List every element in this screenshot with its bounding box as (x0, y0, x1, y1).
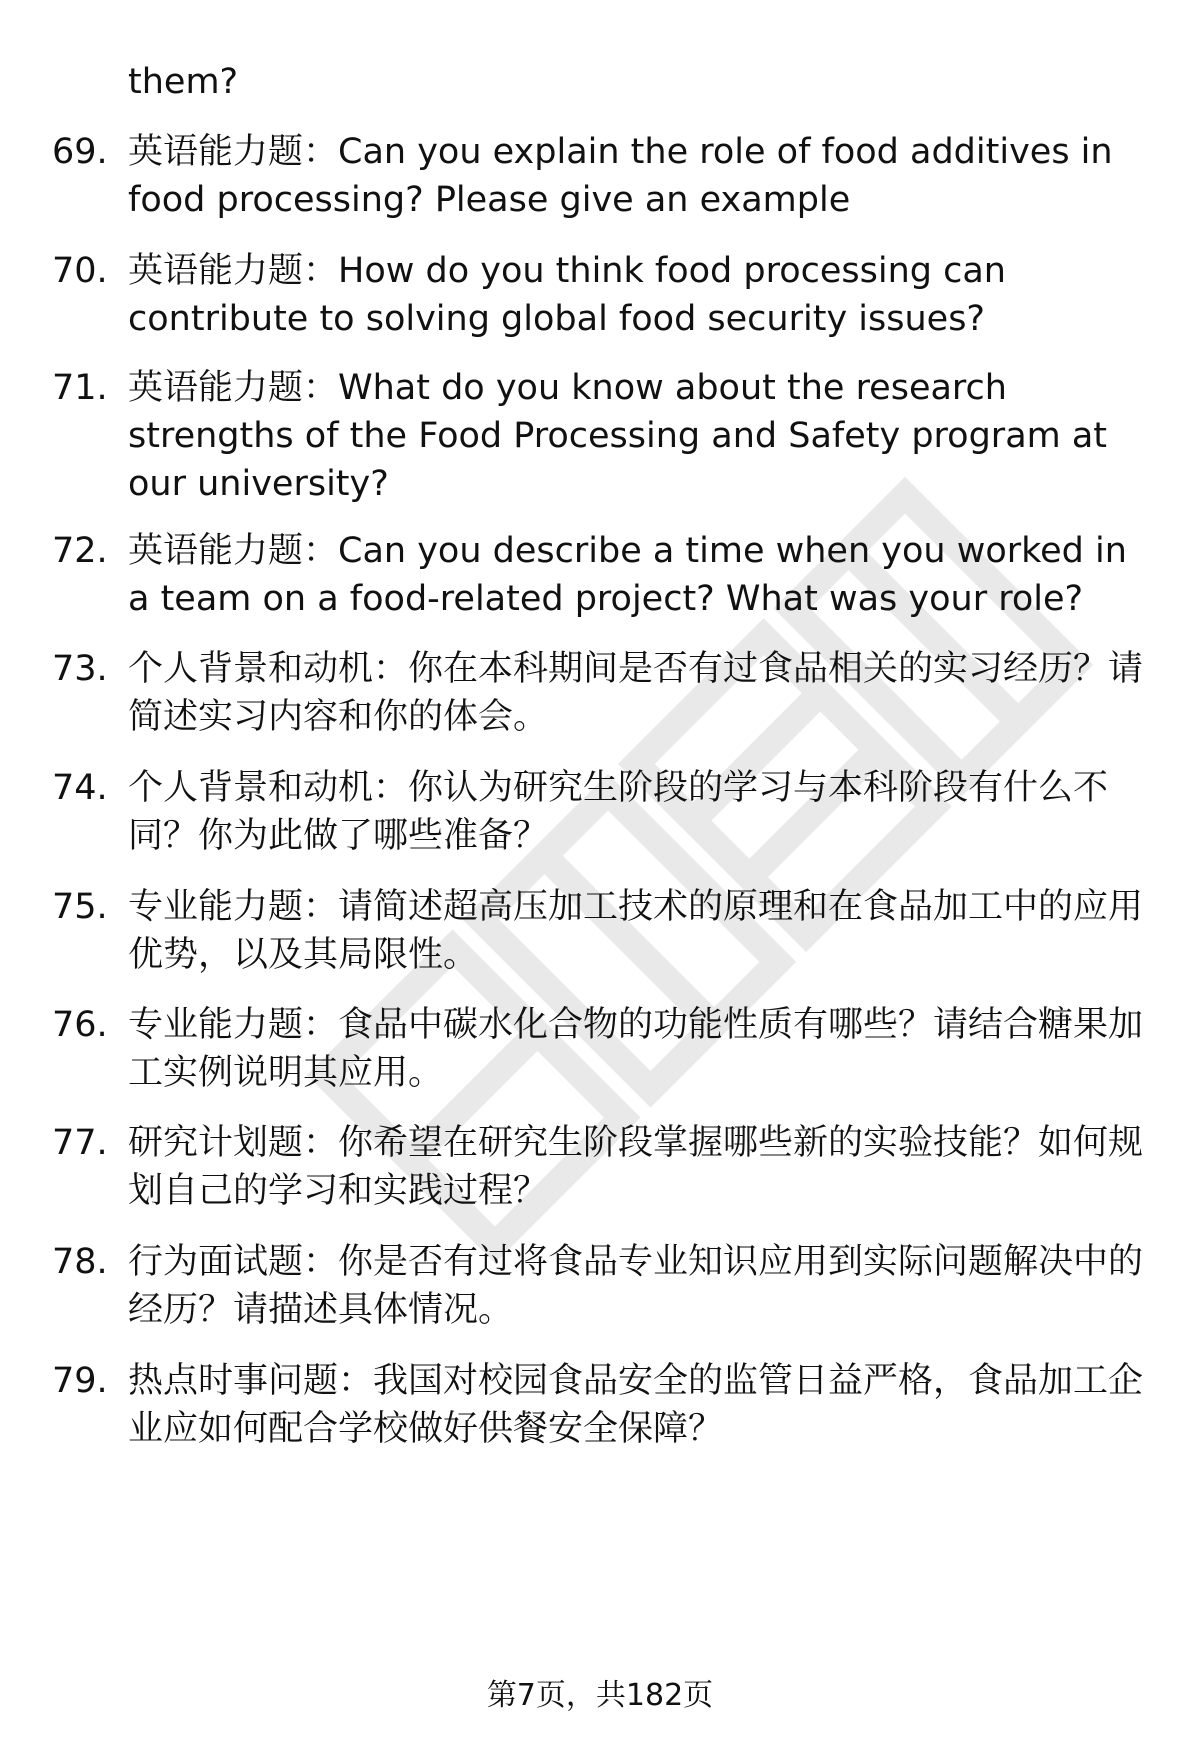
question-number: 70. (52, 251, 108, 291)
question-number: 73. (52, 649, 108, 689)
question-number: 78. (52, 1242, 108, 1282)
question-number: 77. (52, 1123, 108, 1163)
question-number: 79. (52, 1361, 108, 1401)
question-text: 英语能力题：What do you know about the research strengths of the Food Processing and Safety program at our university? (128, 368, 1108, 504)
question-text: 行为面试题：你是否有过将食品专业知识应用到实际问题解决中的经历？请描述具体情况。 (128, 1242, 1144, 1330)
question-text: 个人背景和动机：你在本科期间是否有过食品相关的实习经历？请简述实习内容和你的体会。 (128, 649, 1144, 737)
page-footer: 第7页，共182页 (486, 1678, 714, 1713)
question-text: 英语能力题：Can you explain the role of food additives in food processing? Please give an example (128, 132, 1113, 220)
question-number: 69. (52, 132, 108, 172)
question-text: 热点时事问题：我国对校园食品安全的监管日益严格，食品加工企业应如何配合学校做好供餐安全保障？ (128, 1361, 1144, 1449)
question-number: 75. (52, 887, 108, 927)
question-text: 研究计划题：你希望在研究生阶段掌握哪些新的实验技能？如何规划自己的学习和实践过程？ (128, 1123, 1144, 1211)
question-text: 专业能力题：食品中碳水化合物的功能性质有哪些？请结合糖果加工实例说明其应用。 (128, 1005, 1144, 1093)
continuation-text: them? (128, 62, 239, 102)
question-text: 专业能力题：请简述超高压加工技术的原理和在食品加工中的应用优势，以及其局限性。 (128, 887, 1144, 975)
question-number: 76. (52, 1005, 108, 1045)
question-number: 72. (52, 531, 108, 571)
question-text: 英语能力题：Can you describe a time when you worked in a team on a food-related project? What was your role? (128, 531, 1127, 619)
question-text: 个人背景和动机：你认为研究生阶段的学习与本科阶段有什么不同？你为此做了哪些准备？ (128, 768, 1109, 856)
question-text: 英语能力题：How do you think food processing can contribute to solving global food security issues? (128, 251, 1006, 339)
question-number: 74. (52, 768, 108, 808)
question-number: 71. (52, 368, 108, 408)
